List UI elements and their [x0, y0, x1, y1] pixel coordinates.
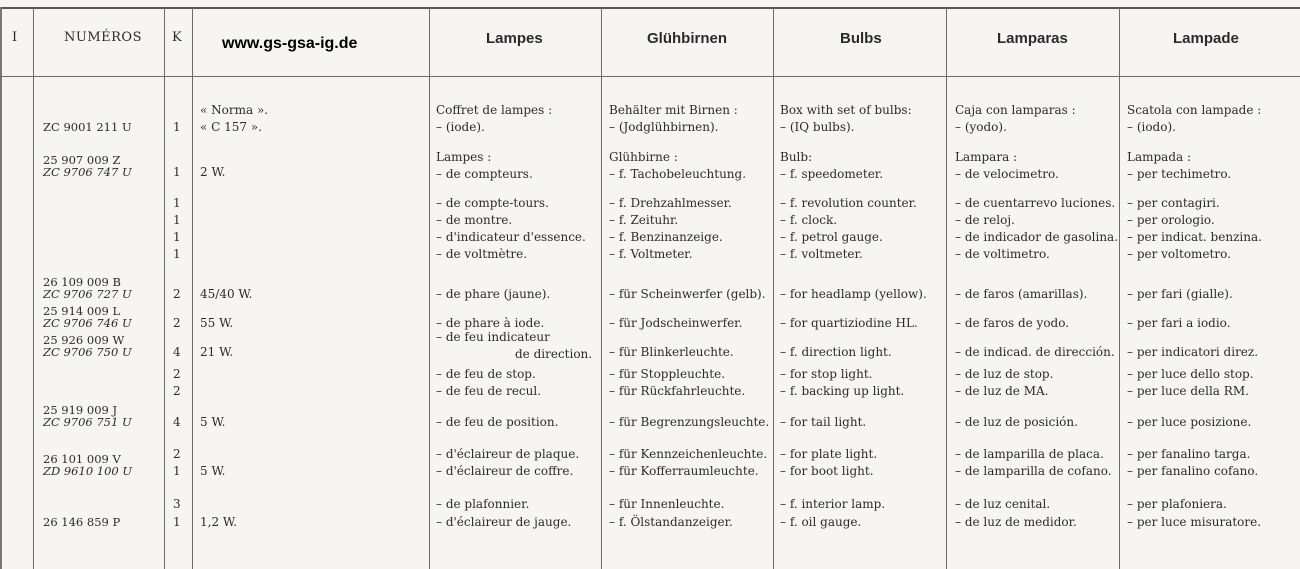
column-divider [773, 8, 774, 569]
description-es: – (yodo). [955, 120, 1007, 134]
description-fr: – d'éclaireur de plaque. [436, 447, 580, 461]
spec-value: 1,2 W. [200, 515, 237, 529]
quantity-value: 4 [173, 345, 181, 359]
description-it: – per techimetro. [1127, 167, 1232, 181]
part-number: 25 919 009 J [43, 403, 118, 417]
description-de: – f. Voltmeter. [609, 247, 693, 261]
description-en: – for boot light. [780, 464, 874, 478]
description-fr: – de compteurs. [436, 167, 533, 181]
column-divider [429, 8, 430, 569]
description-de: – f. Benzinanzeige. [609, 230, 723, 244]
description-en: – for plate light. [780, 447, 878, 461]
description-de: Behälter mit Birnen : [609, 103, 738, 117]
description-it: – per indicat. benzina. [1127, 230, 1262, 244]
description-it: – per luce posizione. [1127, 415, 1252, 429]
description-it: Scatola con lampade : [1127, 103, 1262, 117]
part-number-alt: ZC 9706 727 U [43, 287, 132, 301]
part-number: 26 101 009 V [43, 452, 121, 466]
description-en: – for headlamp (yellow). [780, 287, 927, 301]
description-de: Glühbirne : [609, 150, 678, 164]
description-de: – f. Tachobeleuchtung. [609, 167, 747, 181]
description-de: – für Stoppleuchte. [609, 367, 726, 381]
description-es: – de indicador de gasolina. [955, 230, 1119, 244]
spec-value: 5 W. [200, 464, 226, 478]
description-fr: – de compte-tours. [436, 196, 549, 210]
description-de: – für Innenleuchte. [609, 497, 725, 511]
spec-value: 5 W. [200, 415, 226, 429]
quantity-value: 1 [173, 230, 181, 244]
description-en: – for quartiziodine HL. [780, 316, 918, 330]
description-fr: – d'éclaireur de jauge. [436, 515, 572, 529]
description-es: – de luz cenital. [955, 497, 1051, 511]
quantity-value: 2 [173, 447, 181, 461]
description-es: – de luz de stop. [955, 367, 1054, 381]
description-de: – f. Zeituhr. [609, 213, 679, 227]
header-index: I [12, 30, 18, 45]
description-it: – per luce dello stop. [1127, 367, 1254, 381]
description-en: – f. clock. [780, 213, 838, 227]
description-en: – for tail light. [780, 415, 867, 429]
description-es: – de lamparilla de cofano. [955, 464, 1112, 478]
description-es: Caja con lamparas : [955, 103, 1076, 117]
description-it: – (iodo). [1127, 120, 1176, 134]
quantity-value: 4 [173, 415, 181, 429]
description-it: – per orologio. [1127, 213, 1215, 227]
description-it: – per fanalino targa. [1127, 447, 1251, 461]
description-es: – de luz de MA. [955, 384, 1049, 398]
column-divider [164, 8, 165, 569]
description-fr: – de feu de recul. [436, 384, 542, 398]
description-es: – de lamparilla de placa. [955, 447, 1104, 461]
column-divider [946, 8, 947, 569]
description-en: – f. speedometer. [780, 167, 884, 181]
spec-value: « Norma ». [200, 103, 269, 117]
description-it: – per voltometro. [1127, 247, 1231, 261]
description-en: – f. interior lamp. [780, 497, 886, 511]
column-divider [1119, 8, 1120, 569]
quantity-value: 1 [173, 213, 181, 227]
header-spanish: Lamparas [997, 30, 1068, 47]
description-de: – für Kennzeichenleuchte. [609, 447, 768, 461]
quantity-value: 1 [173, 120, 181, 134]
part-number-alt: ZC 9001 211 U [43, 120, 132, 134]
description-es: – de indicad. de dirección. [955, 345, 1115, 359]
spec-value: 21 W. [200, 345, 234, 359]
part-number: 26 146 859 P [43, 515, 121, 529]
description-de: – für Jodscheinwerfer. [609, 316, 743, 330]
description-de: – f. Ölstandanzeiger. [609, 515, 733, 529]
description-it: – per fanalino cofano. [1127, 464, 1259, 478]
description-fr: – (iode). [436, 120, 485, 134]
quantity-value: 2 [173, 367, 181, 381]
description-es: – de velocimetro. [955, 167, 1059, 181]
description-de: – für Blinkerleuchte. [609, 345, 734, 359]
description-it: – per indicatori direz. [1127, 345, 1259, 359]
spec-value: 2 W. [200, 165, 226, 179]
description-es: Lampara : [955, 150, 1018, 164]
description-es: – de voltimetro. [955, 247, 1050, 261]
description-fr: – de voltmètre. [436, 247, 528, 261]
quantity-value: 1 [173, 196, 181, 210]
header-italian: Lampade [1173, 30, 1239, 47]
description-de: – f. Drehzahlmesser. [609, 196, 732, 210]
description-fr: – d'indicateur d'essence. [436, 230, 586, 244]
quantity-value: 3 [173, 497, 181, 511]
table-left-border [0, 7, 2, 569]
description-fr: – de feu de position. [436, 415, 559, 429]
description-de: – für Rückfahrleuchte. [609, 384, 746, 398]
description-de: – für Scheinwerfer (gelb). [609, 287, 766, 301]
quantity-value: 1 [173, 165, 181, 179]
description-de: – für Kofferraumleuchte. [609, 464, 759, 478]
description-it: – per luce misuratore. [1127, 515, 1262, 529]
description-en: Box with set of bulbs: [780, 103, 912, 117]
description-it: Lampada : [1127, 150, 1192, 164]
quantity-value: 1 [173, 515, 181, 529]
header-k: K [172, 30, 183, 45]
part-number-alt: ZC 9706 747 U [43, 165, 132, 179]
quantity-value: 2 [173, 287, 181, 301]
column-divider [33, 8, 34, 569]
description-fr: – de phare à iode. [436, 316, 545, 330]
description-es: – de cuentarrevo luciones. [955, 196, 1116, 210]
header-english: Bulbs [840, 30, 882, 47]
header-french: Lampes [486, 30, 543, 47]
part-number-alt: ZC 9706 750 U [43, 345, 132, 359]
description-fr: – de phare (jaune). [436, 287, 551, 301]
part-number: 25 907 009 Z [43, 153, 121, 167]
header-german: Glühbirnen [647, 30, 727, 47]
quantity-value: 1 [173, 247, 181, 261]
quantity-value: 2 [173, 384, 181, 398]
description-en: – f. backing up light. [780, 384, 905, 398]
description-es: – de luz de posición. [955, 415, 1078, 429]
quantity-value: 2 [173, 316, 181, 330]
spec-value: 45/40 W. [200, 287, 253, 301]
description-fr: – d'éclaireur de coffre. [436, 464, 574, 478]
description-es: – de luz de medidor. [955, 515, 1077, 529]
description-fr: – de montre. [436, 213, 513, 227]
description-es: – de reloj. [955, 213, 1015, 227]
description-en: Bulb: [780, 150, 813, 164]
description-es: – de faros de yodo. [955, 316, 1070, 330]
header-numeros: NUMÉROS [64, 30, 142, 45]
description-en: – f. revolution counter. [780, 196, 917, 210]
description-en: – for stop light. [780, 367, 873, 381]
part-number: 26 109 009 B [43, 275, 121, 289]
part-number-alt: ZC 9706 751 U [43, 415, 132, 429]
part-number: 25 914 009 L [43, 304, 121, 318]
description-it: – per contagiri. [1127, 196, 1220, 210]
part-number-alt: ZC 9706 746 U [43, 316, 132, 330]
description-en: – f. direction light. [780, 345, 892, 359]
spec-value: « C 157 ». [200, 120, 263, 134]
description-fr: – de plafonnier. [436, 497, 530, 511]
table-top-border [0, 7, 1300, 9]
description-es: – de faros (amarillas). [955, 287, 1088, 301]
description-fr: Lampes : [436, 150, 492, 164]
header-divider [0, 76, 1300, 77]
description-en: – f. petrol gauge. [780, 230, 883, 244]
spec-value: 55 W. [200, 316, 234, 330]
description-en: – (IQ bulbs). [780, 120, 855, 134]
description-it: – per fari a iodio. [1127, 316, 1231, 330]
description-it: – per fari (gialle). [1127, 287, 1233, 301]
description-en: – f. oil gauge. [780, 515, 862, 529]
part-number-alt: ZD 9610 100 U [43, 464, 133, 478]
column-divider [192, 8, 193, 569]
description-en: – f. voltmeter. [780, 247, 863, 261]
quantity-value: 1 [173, 464, 181, 478]
description-fr: Coffret de lampes : [436, 103, 553, 117]
description-it: – per plafoniera. [1127, 497, 1227, 511]
part-number: 25 926 009 W [43, 333, 125, 347]
site-watermark: www.gs-gsa-ig.de [222, 35, 358, 52]
description-fr: – de feu de stop. [436, 367, 536, 381]
description-fr: de direction. [515, 347, 593, 361]
description-fr: – de feu indicateur [436, 330, 550, 344]
description-de: – (Jodglühbirnen). [609, 120, 719, 134]
description-it: – per luce della RM. [1127, 384, 1249, 398]
column-divider [601, 8, 602, 569]
description-de: – für Begrenzungsleuchte. [609, 415, 770, 429]
